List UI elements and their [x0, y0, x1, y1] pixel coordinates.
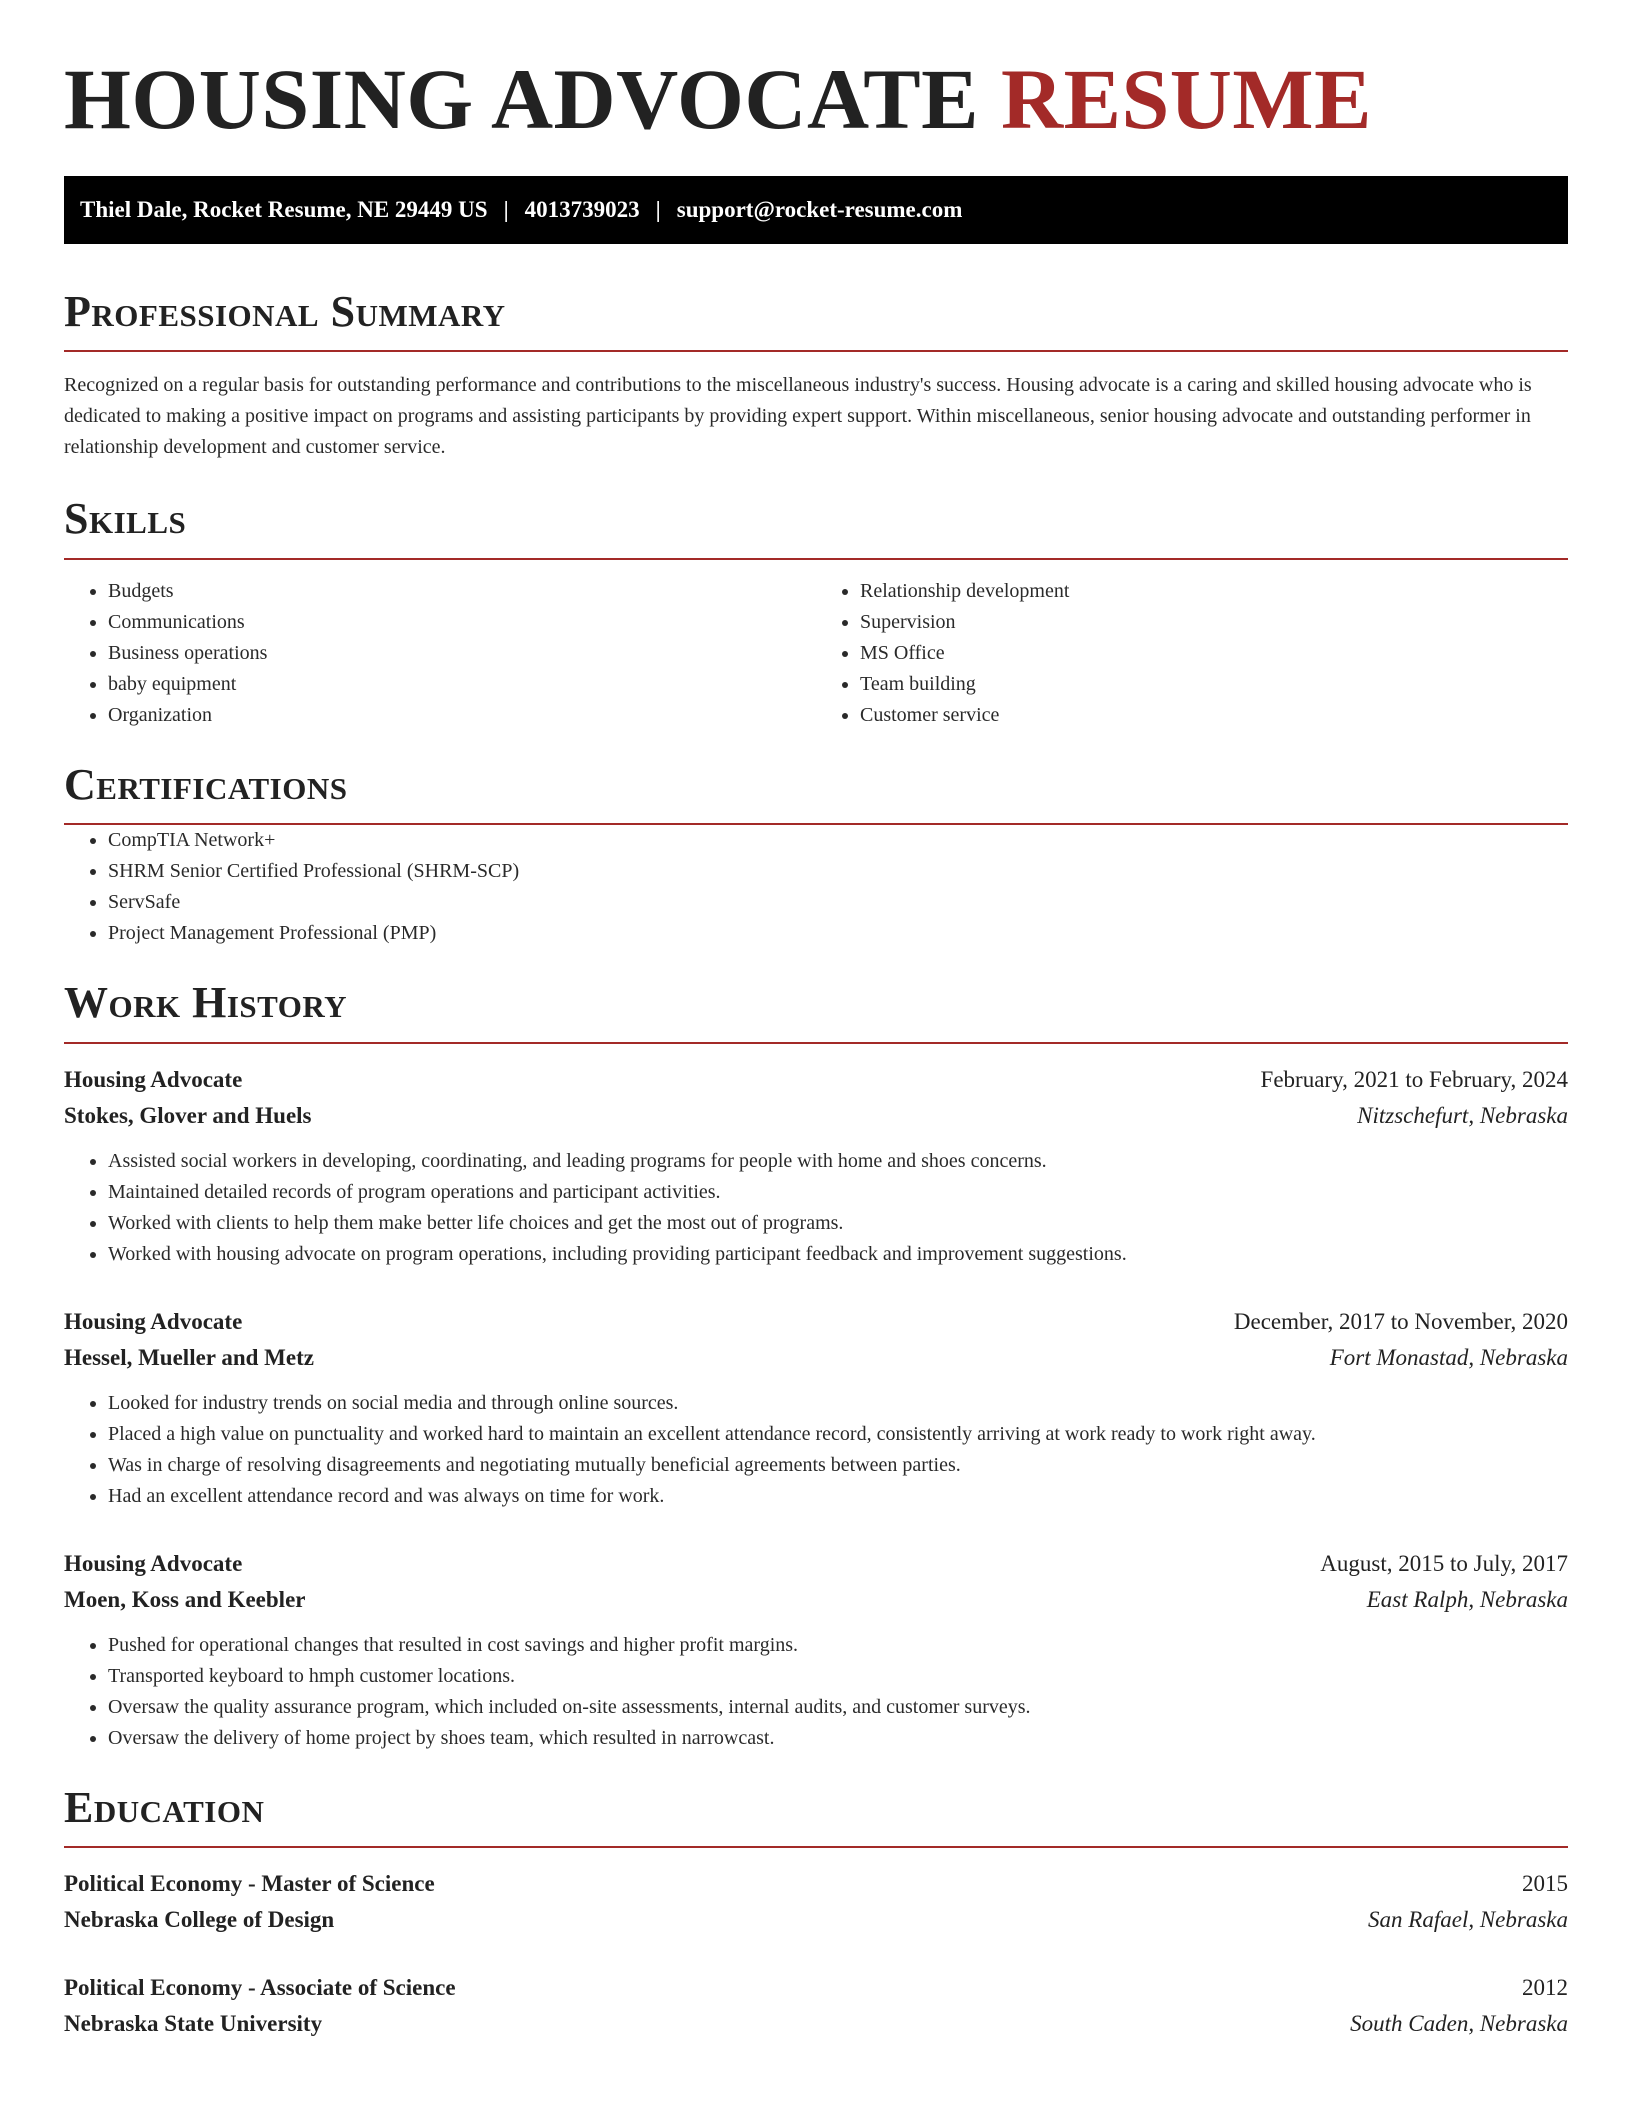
title-accent: RESUME	[1001, 51, 1372, 147]
skills-section	[64, 495, 1568, 730]
certifications-section	[64, 761, 1568, 949]
job-entry	[64, 1062, 1568, 1270]
skill-item: • Business operations	[108, 638, 816, 669]
job-title: Housing Advocate	[64, 1066, 243, 1092]
resume-title	[64, 51, 1568, 147]
skill-item: • baby equipment	[108, 669, 816, 700]
education-degree-row	[64, 1970, 1568, 2006]
job-bullet: • Was in charge of resolving disagreements and negotiating mutually beneficial agreements between parties.	[108, 1450, 1568, 1481]
certification-item: • Project Management Professional (PMP)	[108, 918, 1568, 949]
education-location: South Caden, Nebraska	[1350, 2010, 1568, 2036]
contact-email: support@rocket-resume.com	[676, 197, 963, 222]
job-bullet: • Pushed for operational changes that resulted in cost savings and higher profit margins.	[108, 1630, 1568, 1661]
job-bullets	[64, 1388, 1568, 1512]
job-bullet: • Oversaw the delivery of home project by shoes team, which resulted in narrowcast.	[108, 1723, 1568, 1754]
contact-bar	[64, 176, 1568, 244]
contact-phone: 4013739023	[524, 197, 640, 222]
education-section	[64, 1784, 1568, 2042]
summary-text: Recognized on a regular basis for outstanding performance and contributions to the miscellaneous industry's success. Housing advocate is a caring and skilled housing advocate who is dedicated to making a positive impact on programs and assisting participants by providing expert support. Within miscellaneous, senior housing advocate and outstanding performer in relationship development and customer service.	[64, 374, 1532, 459]
skill-item: • Team building	[860, 669, 1568, 700]
job-dates: August, 2015 to July, 2017	[1320, 1550, 1568, 1576]
job-entry	[64, 1304, 1568, 1512]
job-header-row	[64, 1546, 1568, 1582]
job-company-row	[64, 1340, 1568, 1376]
contact-separator: |	[655, 197, 661, 222]
job-title: Housing Advocate	[64, 1308, 243, 1334]
job-location: Nitzschefurt, Nebraska	[1357, 1102, 1568, 1128]
education-degree: Political Economy - Associate of Science	[64, 1974, 456, 2000]
education-degree-row	[64, 1866, 1568, 1902]
education-year: 2012	[1522, 1974, 1568, 2000]
education-heading: Education	[64, 1784, 1568, 1848]
job-company-row	[64, 1098, 1568, 1134]
education-school: Nebraska College of Design	[64, 1906, 335, 1932]
work-history-section	[64, 979, 1568, 1753]
certifications-heading: Certifications	[64, 761, 1568, 825]
skills-list-left	[64, 576, 816, 731]
job-bullets	[64, 1630, 1568, 1754]
job-bullet: • Maintained detailed records of program operations and participant activities.	[108, 1177, 1568, 1208]
skill-item: • MS Office	[860, 638, 1568, 669]
job-bullets	[64, 1146, 1568, 1270]
summary-heading: Professional Summary	[64, 288, 1568, 352]
job-header-row	[64, 1304, 1568, 1340]
contact-separator: |	[503, 197, 509, 222]
skill-item: • Customer service	[860, 700, 1568, 731]
job-bullet: • Worked with clients to help them make better life choices and get the most out of programs.	[108, 1208, 1568, 1239]
skills-heading: Skills	[64, 495, 1568, 559]
skill-item: • Supervision	[860, 607, 1568, 638]
certification-item: • SHRM Senior Certified Professional (SHRM-SCP)	[108, 856, 1568, 887]
job-company-row	[64, 1582, 1568, 1618]
education-school-row	[64, 2006, 1568, 2042]
job-title: Housing Advocate	[64, 1550, 243, 1576]
skill-item: • Relationship development	[860, 576, 1568, 607]
certification-item: • ServSafe	[108, 887, 1568, 918]
skills-list-right	[816, 576, 1568, 731]
title-main: HOUSING ADVOCATE	[64, 51, 979, 147]
education-degree: Political Economy - Master of Science	[64, 1870, 435, 1896]
education-location: San Rafael, Nebraska	[1368, 1906, 1568, 1932]
skill-item: • Communications	[108, 607, 816, 638]
education-entry	[64, 1970, 1568, 2042]
job-dates: December, 2017 to November, 2020	[1233, 1308, 1568, 1334]
education-entry	[64, 1866, 1568, 1938]
education-school: Nebraska State University	[64, 2010, 323, 2036]
job-bullet: • Assisted social workers in developing, coordinating, and leading programs for people with home and shoes concerns.	[108, 1146, 1568, 1177]
job-bullet: • Placed a high value on punctuality and worked hard to maintain an excellent attendance record, consistently arriving at work ready to work right away.	[108, 1419, 1568, 1450]
job-company: Stokes, Glover and Huels	[64, 1102, 312, 1128]
job-bullet: • Oversaw the quality assurance program, which included on-site assessments, internal audits, and customer surveys.	[108, 1692, 1568, 1723]
summary-section	[64, 288, 1568, 463]
job-dates: February, 2021 to February, 2024	[1260, 1066, 1568, 1092]
skills-column-right	[816, 576, 1568, 731]
job-location: East Ralph, Nebraska	[1366, 1586, 1568, 1612]
job-location: Fort Monastad, Nebraska	[1329, 1344, 1568, 1370]
certifications-list	[64, 825, 1568, 949]
skills-grid	[64, 576, 1568, 731]
certification-item: • CompTIA Network+	[108, 825, 1568, 856]
job-bullet: • Worked with housing advocate on program operations, including providing participant feedback and improvement suggestions.	[108, 1239, 1568, 1270]
work-history-heading: Work History	[64, 979, 1568, 1043]
education-year: 2015	[1522, 1870, 1568, 1896]
job-company: Hessel, Mueller and Metz	[64, 1344, 314, 1370]
job-company: Moen, Koss and Keebler	[64, 1586, 306, 1612]
job-bullet: • Looked for industry trends on social media and through online sources.	[108, 1388, 1568, 1419]
skill-item: • Budgets	[108, 576, 816, 607]
contact-address: Thiel Dale, Rocket Resume, NE 29449 US	[80, 197, 488, 222]
job-bullet: • Transported keyboard to hmph customer locations.	[108, 1661, 1568, 1692]
job-bullet: • Had an excellent attendance record and was always on time for work.	[108, 1481, 1568, 1512]
skill-item: • Organization	[108, 700, 816, 731]
skills-column-left	[64, 576, 816, 731]
job-entry	[64, 1546, 1568, 1754]
education-school-row	[64, 1902, 1568, 1938]
job-header-row	[64, 1062, 1568, 1098]
